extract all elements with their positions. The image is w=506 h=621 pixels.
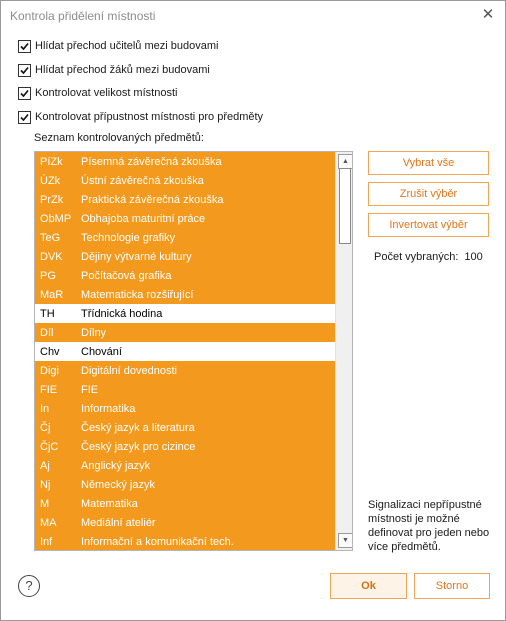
subject-name: Chování — [81, 345, 122, 358]
subject-name: Anglický jazyk — [81, 459, 151, 472]
list-item[interactable] — [35, 304, 335, 323]
list-item[interactable] — [35, 475, 335, 494]
checkbox-label: Hlídat přechod žáků mezi budovami — [35, 64, 210, 76]
cancel-button[interactable]: Storno — [414, 573, 490, 599]
check-teachers-transfer[interactable] — [18, 38, 218, 54]
checkbox-label: Kontrolovat přípustnost místnosti pro předměty — [35, 111, 264, 123]
subject-code: ČjC — [40, 440, 59, 453]
subject-name: Matematika — [81, 497, 138, 510]
list-item[interactable] — [35, 342, 335, 361]
subject-name: Obhajoba maturitní práce — [81, 212, 206, 225]
ok-button[interactable]: Ok — [330, 573, 407, 599]
checkbox-checked-icon[interactable] — [18, 40, 31, 53]
subject-name: FIE — [81, 383, 99, 396]
subject-code: Inf — [40, 535, 53, 548]
subject-code: ObMP — [40, 212, 72, 225]
subject-code: DVK — [40, 250, 63, 263]
help-icon[interactable]: ? — [18, 575, 40, 597]
list-item[interactable] — [35, 399, 335, 418]
list-item[interactable] — [35, 418, 335, 437]
subject-name: Dílny — [81, 326, 107, 339]
window-title: Kontrola přidělení místnosti — [10, 9, 156, 23]
deselect-button[interactable]: Zrušit výběr — [368, 182, 489, 206]
check-room-size[interactable] — [18, 85, 177, 101]
subject-code: TeG — [40, 231, 61, 244]
subject-name: Praktická závěrečná zkouška — [81, 193, 224, 206]
subject-code: In — [40, 402, 50, 415]
list-item[interactable] — [35, 152, 335, 171]
subject-list-label: Seznam kontrolovaných předmětů: — [34, 132, 204, 144]
subject-code: PG — [40, 269, 56, 282]
scroll-up-icon[interactable]: ▲ — [338, 154, 353, 169]
selected-count-value: 100 — [464, 251, 483, 263]
list-item[interactable] — [35, 437, 335, 456]
subject-code: M — [40, 497, 50, 510]
subject-code: ÚZk — [40, 174, 61, 187]
subject-code: Nj — [40, 478, 51, 491]
subject-name: Německý jazyk — [81, 478, 155, 491]
list-item[interactable] — [35, 456, 335, 475]
invert-selection-button[interactable]: Invertovat výběr — [368, 213, 489, 237]
subject-code: MA — [40, 516, 57, 529]
list-item[interactable] — [35, 285, 335, 304]
subject-code: Chv — [40, 345, 60, 358]
subject-rows — [35, 152, 335, 551]
subject-name: Český jazyk a literatura — [81, 421, 195, 434]
subject-name: Informační a komunikační tech. — [81, 535, 234, 548]
subject-code: TH — [40, 307, 55, 320]
subject-name: Matematicka rozšiřující — [81, 288, 194, 301]
selected-count — [374, 251, 483, 263]
subject-name: Český jazyk pro cizince — [81, 440, 196, 453]
checkbox-checked-icon[interactable] — [18, 111, 31, 124]
list-item[interactable] — [35, 361, 335, 380]
subject-name: Písemná závěrečná zkouška — [81, 155, 222, 168]
scroll-down-icon[interactable]: ▼ — [338, 533, 353, 548]
check-students-transfer[interactable] — [18, 62, 210, 78]
checkbox-checked-icon[interactable] — [18, 87, 31, 100]
checkbox-label: Hlídat přechod učitelů mezi budovami — [35, 40, 219, 52]
subject-name: Informatika — [81, 402, 136, 415]
list-item[interactable] — [35, 380, 335, 399]
checkbox-label: Kontrolovat velikost místnosti — [35, 87, 178, 99]
subject-code: Aj — [40, 459, 50, 472]
list-item[interactable] — [35, 190, 335, 209]
subject-name: Třídnická hodina — [81, 307, 163, 320]
subject-code: PrZk — [40, 193, 64, 206]
select-all-button[interactable]: Vybrat vše — [368, 151, 489, 175]
subject-code: PíZk — [40, 155, 63, 168]
subject-name: Ústní závěrečná zkouška — [81, 174, 204, 187]
subject-code: MaR — [40, 288, 64, 301]
subject-code: Díl — [40, 326, 54, 339]
list-item[interactable] — [35, 532, 335, 551]
list-item[interactable] — [35, 494, 335, 513]
list-item[interactable] — [35, 209, 335, 228]
subject-code: FIE — [40, 383, 58, 396]
subject-name: Dějiny výtvarné kultury — [81, 250, 192, 263]
selected-count-label: Počet vybraných: — [374, 251, 459, 263]
vertical-scrollbar[interactable] — [335, 152, 353, 550]
list-item[interactable] — [35, 266, 335, 285]
subject-name: Počítačová grafika — [81, 269, 172, 282]
close-icon[interactable]: ✕ — [481, 6, 495, 23]
subject-code: Čj — [40, 421, 51, 434]
list-item[interactable] — [35, 513, 335, 532]
subject-name: Digitální dovednosti — [81, 364, 178, 377]
list-item[interactable] — [35, 228, 335, 247]
list-item[interactable] — [35, 323, 335, 342]
info-note: Signalizaci nepřípustné místnosti je možné definovat pro jeden nebo více předmětů. — [368, 499, 490, 553]
subject-name: Mediální ateliér — [81, 516, 156, 529]
title-bar — [1, 1, 505, 31]
checkbox-checked-icon[interactable] — [18, 64, 31, 77]
scroll-thumb[interactable] — [339, 168, 351, 244]
check-room-admissibility[interactable] — [18, 109, 263, 125]
subject-name: Technologie grafiky — [81, 231, 176, 244]
list-item[interactable] — [35, 247, 335, 266]
subject-list[interactable] — [34, 151, 353, 551]
subject-code: Digi — [40, 364, 59, 377]
list-item[interactable] — [35, 171, 335, 190]
